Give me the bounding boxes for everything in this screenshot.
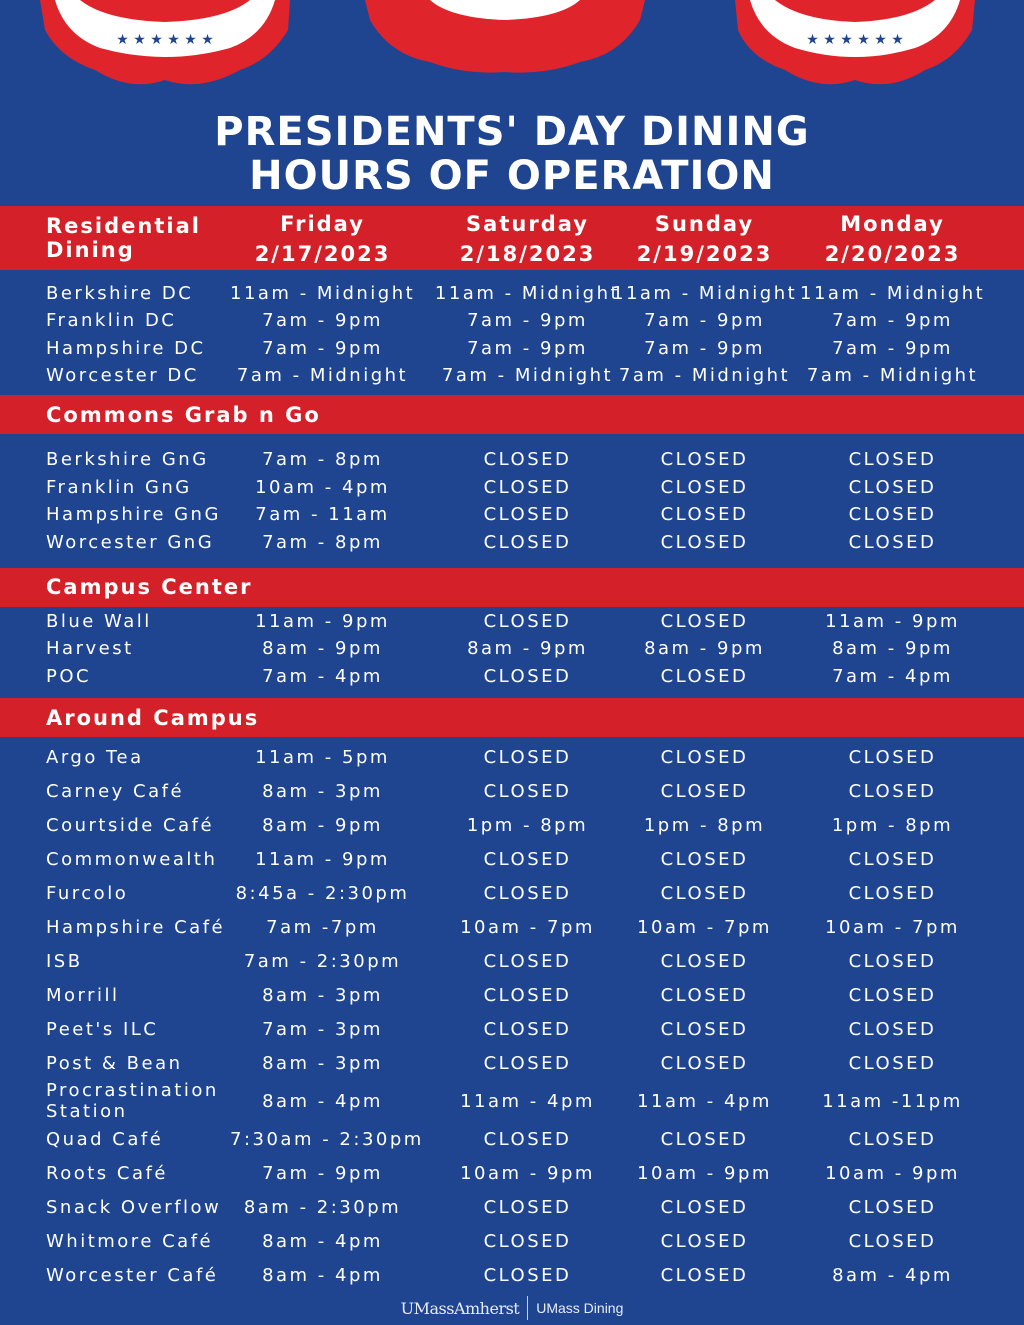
hours-cell: 7am - 11am <box>255 504 390 525</box>
location-name <box>46 611 152 632</box>
location-name <box>46 849 217 870</box>
hours-cell: 11am -11pm <box>822 1091 963 1112</box>
hours-cell: 7am - 9pm <box>467 338 588 359</box>
location-name <box>46 283 193 304</box>
center-rosette-icon <box>365 0 645 73</box>
location-name-text: Harvest <box>46 638 134 659</box>
hours-cell: CLOSED <box>848 985 937 1006</box>
hours-cell: 7am - 9pm <box>262 338 383 359</box>
hours-cell: 10am - 9pm <box>825 1163 960 1184</box>
location-name-text: Post & Bean <box>46 1053 183 1074</box>
location-name-text: Worcester Café <box>46 1265 219 1286</box>
location-name <box>46 951 83 972</box>
hours-cell: 11am - 9pm <box>255 611 390 632</box>
location-name-text: Whitmore Café <box>46 1231 214 1252</box>
day-name: Saturday <box>466 212 589 236</box>
location-name <box>46 449 209 470</box>
hours-cell: 8am - 9pm <box>644 638 765 659</box>
hours-cell: 7am - Midnight <box>618 365 791 386</box>
hours-cell: 11am - 9pm <box>825 611 960 632</box>
hours-cell: CLOSED <box>660 1265 749 1286</box>
hours-cell: CLOSED <box>483 1129 572 1150</box>
hours-cell: 7am - 8pm <box>262 449 383 470</box>
hours-cell: CLOSED <box>483 611 572 632</box>
location-name <box>46 781 184 802</box>
location-name <box>46 477 192 498</box>
hours-cell: CLOSED <box>848 747 937 768</box>
title-line-2: HOURS OF OPERATION <box>249 153 775 199</box>
svg-text:★ ★ ★ ★ ★ ★: ★ ★ ★ ★ ★ ★ <box>806 32 904 48</box>
hours-cell: CLOSED <box>483 504 572 525</box>
commons-band <box>0 395 1024 434</box>
location-name-text: Argo Tea <box>46 747 144 768</box>
hours-cell: 7:30am - 2:30pm <box>230 1129 424 1150</box>
hours-cell: CLOSED <box>660 477 749 498</box>
hours-cell: 7am - 2:30pm <box>243 951 402 972</box>
hours-cell: 7am -7pm <box>266 917 379 938</box>
location-name-text: Courtside Café <box>46 815 215 836</box>
hours-cell: CLOSED <box>848 477 937 498</box>
hours-cell: CLOSED <box>483 781 572 802</box>
hours-cell: 7am - 8pm <box>262 532 383 553</box>
hours-cell: 10am - 7pm <box>637 917 772 938</box>
location-name <box>46 917 225 938</box>
hours-cell: 11am - Midnight <box>612 283 798 304</box>
hours-cell: CLOSED <box>483 883 572 904</box>
hours-cell: 7am - 9pm <box>832 310 953 331</box>
hours-cell: CLOSED <box>660 1197 749 1218</box>
day-date: 2/18/2023 <box>459 242 596 266</box>
hours-cell: CLOSED <box>848 1197 937 1218</box>
day-name: Friday <box>280 212 365 236</box>
location-name <box>46 638 134 659</box>
hours-cell: 8am - 3pm <box>262 1053 383 1074</box>
location-name-text: Franklin DC <box>46 310 177 331</box>
header-band <box>0 206 1024 270</box>
hours-cell: CLOSED <box>660 849 749 870</box>
hours-cell: 8am - 2:30pm <box>243 1197 402 1218</box>
around-campus-section-title: Around Campus <box>46 706 260 730</box>
title-line-1: PRESIDENTS' DAY DINING <box>214 109 810 155</box>
hours-cell: CLOSED <box>848 1019 937 1040</box>
hours-cell: CLOSED <box>483 1053 572 1074</box>
hours-cell: CLOSED <box>483 985 572 1006</box>
hours-cell: 7am - Midnight <box>806 365 979 386</box>
hours-cell: CLOSED <box>660 951 749 972</box>
footer <box>0 1296 1024 1320</box>
hours-cell: 8:45a - 2:30pm <box>235 883 410 904</box>
hours-cell: 11am - Midnight <box>230 283 416 304</box>
header-saturday <box>420 209 635 269</box>
location-name <box>46 1231 213 1252</box>
hours-cell: 7am - 9pm <box>262 1163 383 1184</box>
hours-cell: 10am - 4pm <box>255 477 390 498</box>
hours-cell: CLOSED <box>848 781 937 802</box>
footer-divider <box>527 1296 528 1320</box>
day-name: Monday <box>840 212 945 236</box>
hours-cell: 8am - 4pm <box>262 1265 383 1286</box>
hours-cell: CLOSED <box>660 1053 749 1074</box>
location-name <box>46 666 91 687</box>
location-name <box>46 815 214 836</box>
hours-cell: 8am - 9pm <box>262 815 383 836</box>
location-name-text: Franklin GnG <box>46 477 192 498</box>
location-name <box>46 747 144 768</box>
location-name <box>46 1163 168 1184</box>
hours-cell: CLOSED <box>483 1019 572 1040</box>
hours-cell: CLOSED <box>660 985 749 1006</box>
hours-cell: 7am - Midnight <box>236 365 409 386</box>
hours-cell: 7am - 9pm <box>644 310 765 331</box>
hours-cell: CLOSED <box>660 1129 749 1150</box>
hours-cell: 7am - 9pm <box>644 338 765 359</box>
location-name-text: Snack Overflow <box>46 1197 222 1218</box>
bunting-decoration <box>0 0 1024 90</box>
header-monday <box>800 209 985 269</box>
location-name-text: Furcolo <box>46 883 129 904</box>
svg-text:★ ★ ★ ★ ★ ★: ★ ★ ★ ★ ★ ★ <box>116 32 214 48</box>
hours-cell: CLOSED <box>483 532 572 553</box>
hours-cell: CLOSED <box>483 849 572 870</box>
location-name <box>46 504 221 525</box>
header-friday <box>230 209 415 269</box>
location-name <box>46 1265 218 1286</box>
location-name-text: Berkshire GnG <box>46 449 209 470</box>
hours-cell: 10am - 7pm <box>825 917 960 938</box>
location-name-text: POC <box>46 666 92 687</box>
location-name-text: Hampshire Café <box>46 917 226 938</box>
hours-cell: CLOSED <box>483 666 572 687</box>
hours-cell: CLOSED <box>660 611 749 632</box>
page-title <box>0 110 1024 198</box>
location-name-text: Hampshire DC <box>46 338 206 359</box>
location-name-text: Quad Café <box>46 1129 164 1150</box>
hours-cell: 11am - 4pm <box>637 1091 772 1112</box>
hours-cell: 7am - 4pm <box>262 666 383 687</box>
location-name <box>46 1129 163 1150</box>
day-date: 2/17/2023 <box>254 242 391 266</box>
location-name-text-line-2: Station <box>46 1101 128 1122</box>
around-campus-band <box>0 698 1024 737</box>
hours-cell: 8am - 3pm <box>262 985 383 1006</box>
hours-cell: CLOSED <box>848 1231 937 1252</box>
location-name <box>46 883 128 904</box>
hours-cell: 8am - 4pm <box>262 1091 383 1112</box>
location-name-text: Roots Café <box>46 1163 168 1184</box>
hours-cell: CLOSED <box>660 747 749 768</box>
location-name-text: Carney Café <box>46 781 185 802</box>
location-name-text: Procrastination <box>46 1080 219 1101</box>
hours-cell: CLOSED <box>848 504 937 525</box>
location-name-text: Worcester DC <box>46 365 199 386</box>
hours-cell: 8am - 9pm <box>467 638 588 659</box>
hours-cell: CLOSED <box>483 747 572 768</box>
hours-cell: CLOSED <box>848 1129 937 1150</box>
location-name <box>46 985 120 1006</box>
hours-cell: 7am - 9pm <box>467 310 588 331</box>
hours-cell: 8am - 4pm <box>262 1231 383 1252</box>
hours-cell: 11am - Midnight <box>434 283 621 304</box>
campus-center-section-title: Campus Center <box>46 575 253 599</box>
hours-cell: CLOSED <box>660 883 749 904</box>
hours-cell: CLOSED <box>660 781 749 802</box>
location-name-text: Berkshire DC <box>46 283 194 304</box>
hours-cell: CLOSED <box>660 504 749 525</box>
location-name-text: Hampshire GnG <box>46 504 221 525</box>
hours-cell: CLOSED <box>483 951 572 972</box>
hours-cell: CLOSED <box>660 666 749 687</box>
location-name <box>46 1019 158 1040</box>
hours-cell: CLOSED <box>483 1197 572 1218</box>
location-name <box>46 310 176 331</box>
hours-cell: CLOSED <box>660 449 749 470</box>
hours-cell: CLOSED <box>848 883 937 904</box>
hours-cell: 8am - 9pm <box>832 638 953 659</box>
campus-center-band <box>0 568 1024 607</box>
hours-cell: 11am - Midnight <box>800 283 986 304</box>
hours-cell: CLOSED <box>848 849 937 870</box>
location-name <box>46 1080 219 1122</box>
day-name: Sunday <box>654 212 755 236</box>
hours-cell: CLOSED <box>483 477 572 498</box>
hours-cell: 8am - 4pm <box>832 1265 953 1286</box>
location-name-text: ISB <box>46 951 83 972</box>
hours-cell: 8am - 9pm <box>262 638 383 659</box>
hours-cell: 11am - 4pm <box>460 1091 595 1112</box>
hours-cell: 11am - 5pm <box>255 747 390 768</box>
location-name-text: Blue Wall <box>46 611 152 632</box>
hours-cell: 8am - 3pm <box>262 781 383 802</box>
hours-cell: 7am - 9pm <box>832 338 953 359</box>
hours-cell: 10am - 7pm <box>460 917 595 938</box>
hours-cell: CLOSED <box>483 449 572 470</box>
residential-dining-label <box>46 214 201 262</box>
umass-amherst-logo: UMassAmherst <box>400 1298 520 1318</box>
hours-cell: 7am - 3pm <box>262 1019 383 1040</box>
day-date: 2/20/2023 <box>824 242 961 266</box>
left-rosette-icon <box>40 0 290 84</box>
hours-cell: 10am - 9pm <box>460 1163 595 1184</box>
hours-cell: CLOSED <box>848 951 937 972</box>
location-name-text: Morrill <box>46 985 120 1006</box>
location-name-text: Worcester GnG <box>46 532 215 553</box>
hours-cell: CLOSED <box>848 1053 937 1074</box>
location-name <box>46 338 206 359</box>
hours-cell: CLOSED <box>660 532 749 553</box>
hours-cell: CLOSED <box>848 449 937 470</box>
hours-cell: 7am - Midnight <box>441 365 614 386</box>
hours-cell: 1pm - 8pm <box>831 815 954 836</box>
hours-cell: 1pm - 8pm <box>466 815 589 836</box>
hours-cell: 7am - 9pm <box>262 310 383 331</box>
location-name <box>46 1053 183 1074</box>
header-sunday <box>612 209 797 269</box>
umass-dining-label: UMass Dining <box>536 1300 624 1316</box>
location-name <box>46 365 199 386</box>
location-name <box>46 1197 221 1218</box>
commons-section-title: Commons Grab n Go <box>46 403 321 427</box>
hours-cell: 11am - 9pm <box>255 849 390 870</box>
hours-cell: CLOSED <box>848 532 937 553</box>
hours-cell: CLOSED <box>483 1231 572 1252</box>
hours-cell: CLOSED <box>660 1019 749 1040</box>
hours-cell: 1pm - 8pm <box>643 815 766 836</box>
label-line-2: Dining <box>46 238 135 262</box>
day-date: 2/19/2023 <box>636 242 773 266</box>
location-name-text: Peet's ILC <box>46 1019 159 1040</box>
hours-cell: CLOSED <box>483 1265 572 1286</box>
location-name <box>46 532 214 553</box>
hours-cell: 10am - 9pm <box>637 1163 772 1184</box>
right-rosette-icon <box>735 0 975 84</box>
hours-cell: CLOSED <box>660 1231 749 1252</box>
label-line-1: Residential <box>46 214 201 238</box>
location-name-text: Commonwealth <box>46 849 218 870</box>
hours-cell: 7am - 4pm <box>832 666 953 687</box>
